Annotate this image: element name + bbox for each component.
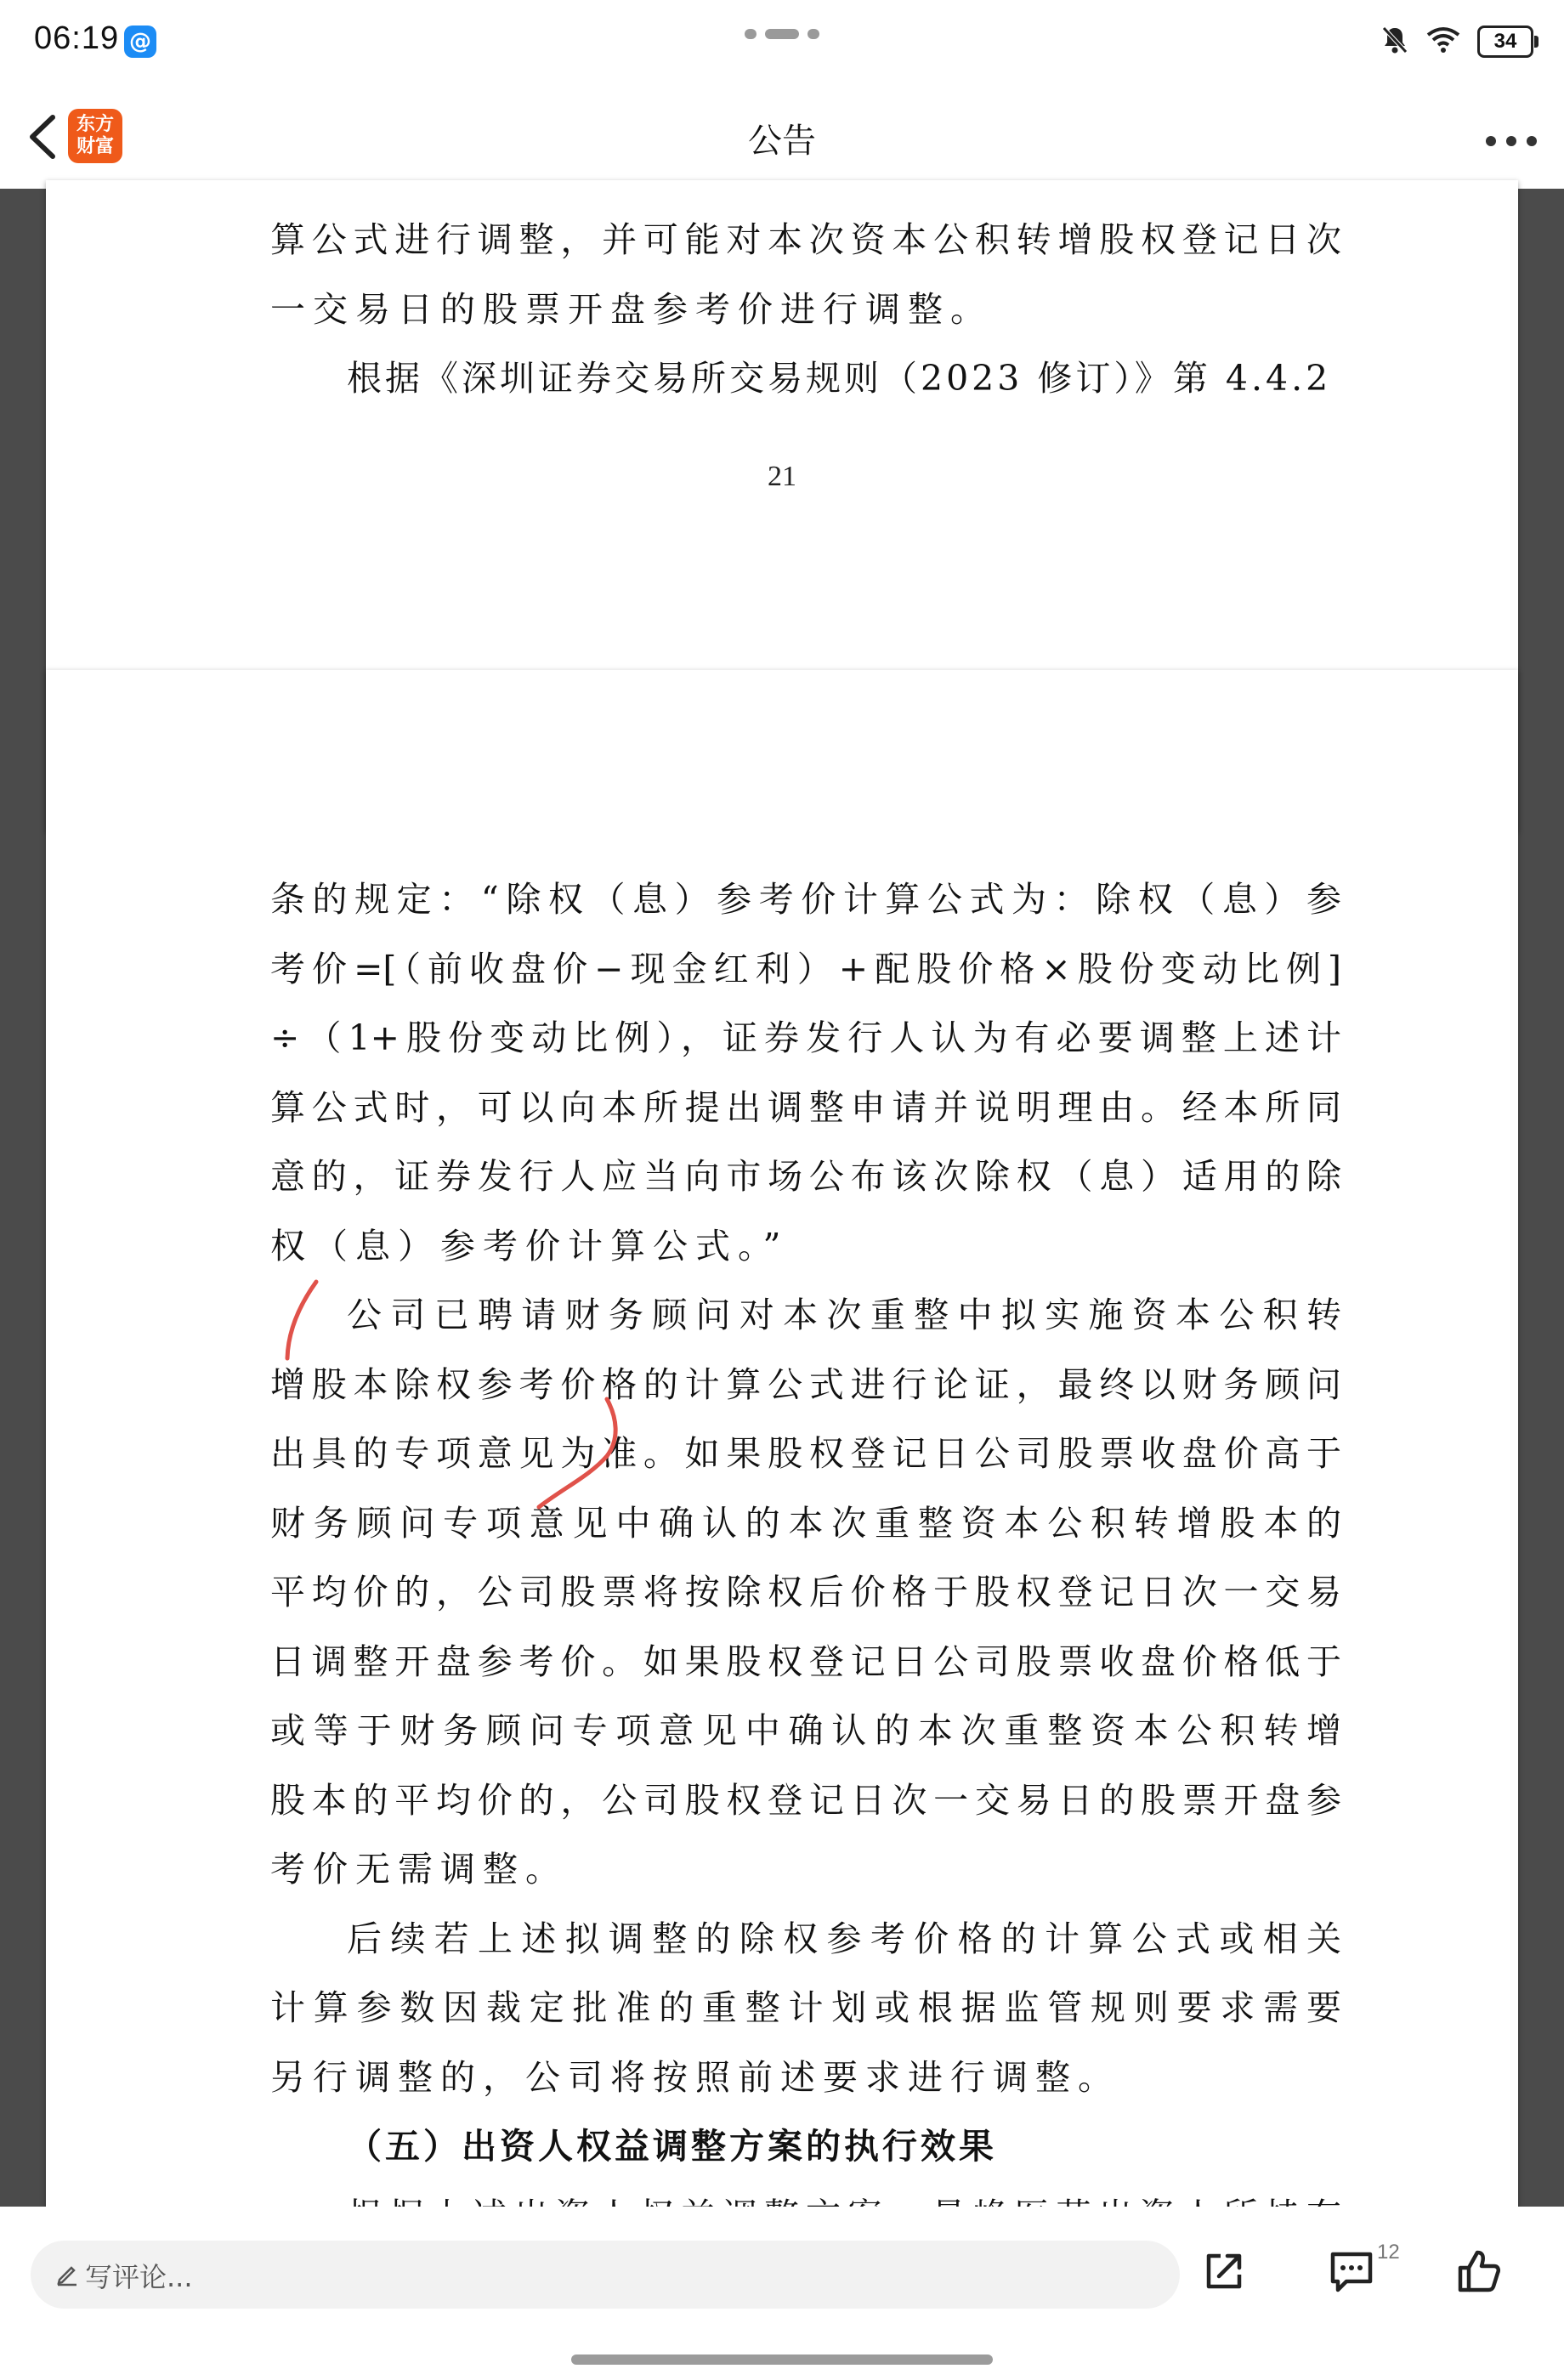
text-line: 公司已聘请财务顾问对本次重整中拟实施资本公积转	[347, 1295, 1341, 1335]
text-line: 财务顾问专项意见中确认的本次重整资本公积转增股本的	[270, 1502, 1341, 1544]
logo-text-line2: 财富	[76, 136, 114, 157]
camera-indicator-pill	[765, 29, 799, 39]
text-line: 一交易日的股票开盘参考价进行调整。	[270, 288, 993, 330]
document-page	[46, 670, 1518, 2285]
at-icon: @	[124, 26, 156, 58]
comments-button[interactable]	[1326, 2246, 1377, 2297]
status-time: 06:19	[34, 20, 120, 56]
like-icon	[1454, 2246, 1504, 2297]
camera-indicator-dot	[745, 29, 756, 39]
page-text	[270, 865, 1341, 2251]
status-icons	[1380, 22, 1533, 61]
home-indicator[interactable]	[571, 2354, 993, 2365]
text-line: 意的，证券发行人应当向市场公布该次除权（息）适用的除	[270, 1156, 1341, 1197]
pdf-viewer[interactable]	[0, 189, 1564, 2207]
text-line: 或等于财务顾问专项意见中确认的本次重整资本公积转增	[270, 1710, 1341, 1751]
mute-bell-icon	[1380, 25, 1409, 59]
comment-count-badge: 12	[1377, 2241, 1400, 2264]
text-line: 出具的专项意见为准。如果股权登记日公司股票收盘价高于	[270, 1433, 1341, 1474]
comment-placeholder: 写评论...	[85, 2261, 193, 2293]
logo-text-line1: 东方	[76, 114, 114, 135]
nav-bar	[0, 85, 1564, 189]
text-line: 考价=[（前收盘价−现金红利）+配股价格×股份变动比例]	[270, 948, 1341, 989]
comment-icon	[1326, 2246, 1377, 2297]
pen-icon	[54, 2261, 80, 2286]
text-line: 条的规定：“除权（息）参考价计算公式为：除权（息）参	[270, 879, 1341, 920]
text-line: 日调整开盘参考价。如果股权登记日公司股票收盘价格低于	[270, 1640, 1341, 1682]
text-line: 平均价的，公司股票将按除权后价格于股权登记日次一交易	[270, 1572, 1341, 1612]
text-line: 权（息）参考价计算公式。”	[270, 1225, 789, 1266]
text-line: 算公式进行调整，并可能对本次资本公积转增股权登记日次	[270, 219, 1341, 260]
text-line: 计算参数因裁定批准的重整计划或根据监管规则要求需要	[270, 1987, 1341, 2028]
text-line: 另行调整的，公司将按照前述要求进行调整。	[270, 2056, 1120, 2098]
like-button[interactable]	[1454, 2246, 1504, 2297]
battery-indicator: 34	[1477, 26, 1533, 58]
section-heading: （五）出资人权益调整方案的执行效果	[347, 2126, 997, 2167]
status-bar	[0, 0, 1564, 85]
bottom-bar	[0, 2207, 1564, 2380]
text-line: 增股本除权参考价格的计算公式进行论证，最终以财务顾问	[270, 1363, 1341, 1405]
page-number: 21	[768, 461, 796, 492]
more-button[interactable]	[1484, 134, 1538, 148]
text-line: ÷（1+股份变动比例），证券发行人认为有必要调整上述计	[270, 1017, 1341, 1058]
text-line: 后续若上述拟调整的除权参考价格的计算公式或相关	[347, 1918, 1341, 1959]
more-dots-icon	[1484, 134, 1538, 148]
page-text	[270, 206, 1341, 414]
share-icon	[1198, 2246, 1250, 2297]
text-line: 根据《深圳证券交易所交易规则（2023 修订）》第 4.4.2	[347, 358, 1332, 399]
comment-input[interactable]	[31, 2241, 1180, 2309]
text-line: 股本的平均价的，公司股权登记日次一交易日的股票开盘参	[270, 1779, 1341, 1821]
share-button[interactable]	[1198, 2246, 1250, 2297]
text-line: 考价无需调整。	[270, 1849, 568, 1890]
page-title: 公告	[748, 122, 816, 161]
wifi-icon	[1426, 26, 1460, 57]
text-line: 算公式时，可以向本所提出调整申请并说明理由。经本所同	[270, 1086, 1341, 1128]
camera-indicator-dot	[808, 29, 819, 39]
